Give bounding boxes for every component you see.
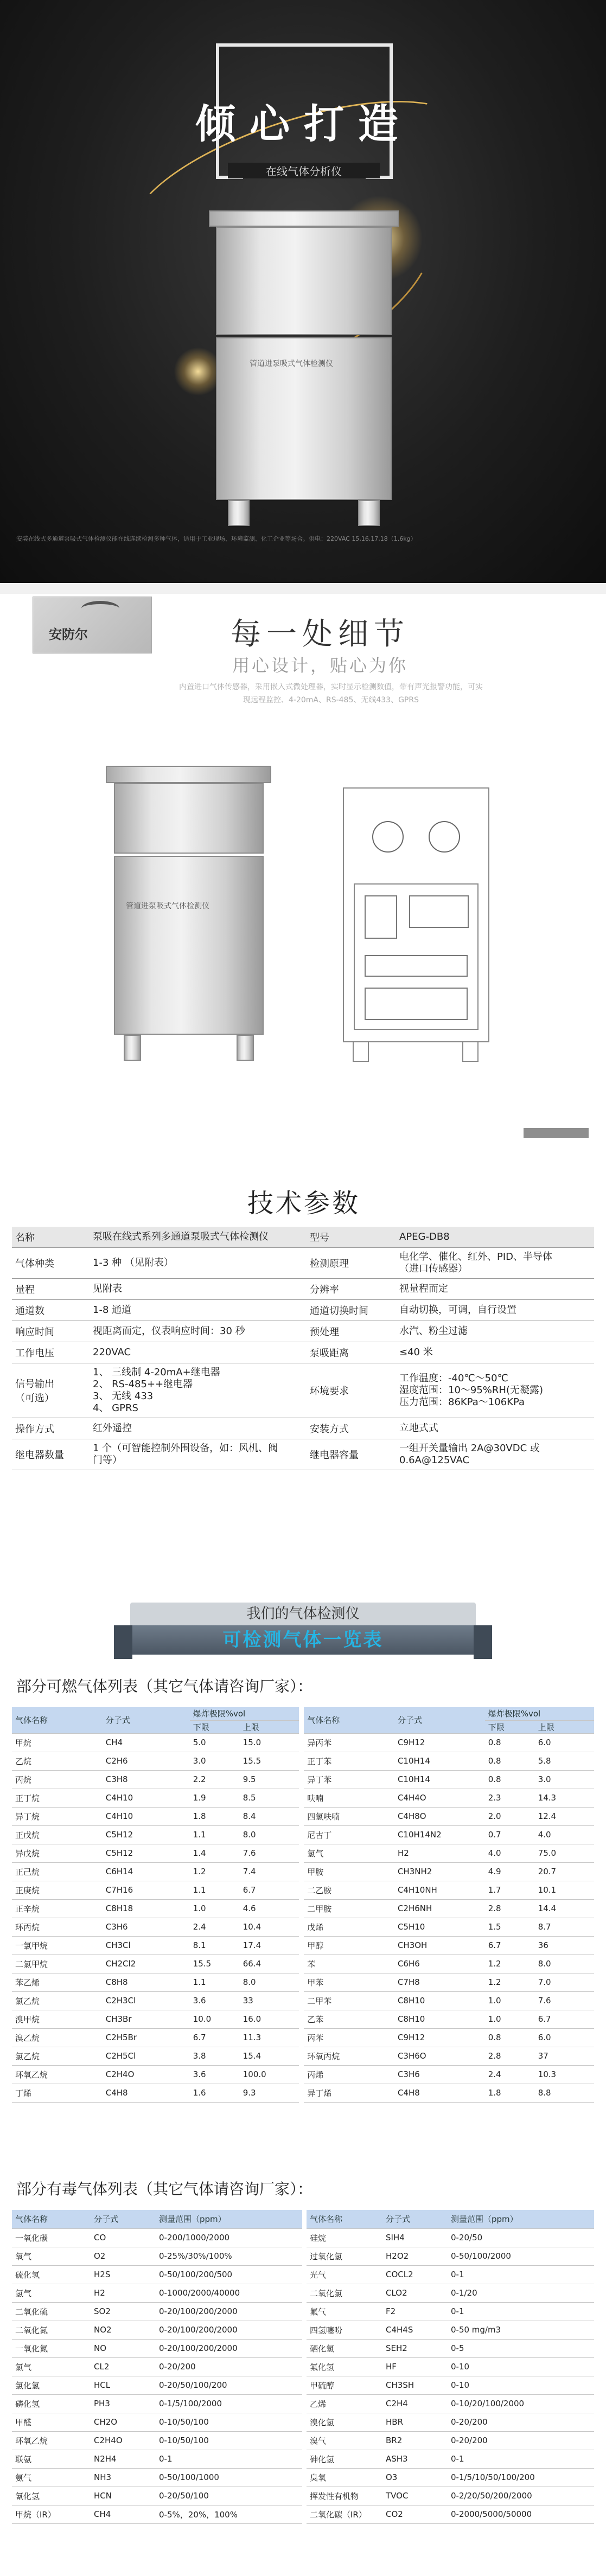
detail-title: 每一处细节 bbox=[231, 617, 410, 652]
param-value: APEG-DB8 bbox=[396, 1227, 594, 1248]
table-row: 溴乙烷 C2H5Br 6.7 11.3 丙苯 C9H12 0.8 6.0 bbox=[12, 2028, 594, 2047]
param-value: 自动切换，可调，自行设置 bbox=[396, 1300, 594, 1321]
param-label: 通道切换时间 bbox=[307, 1300, 396, 1321]
table-row: 硫化氢 H2S 0-50/100/200/500 光气 COCL2 0-1 bbox=[12, 2265, 594, 2284]
param-value: 视量程而定 bbox=[396, 1279, 594, 1300]
table-row: 苯乙烯 C8H8 1.1 8.0 甲苯 C7H8 1.2 7.0 bbox=[12, 1973, 594, 1991]
hero-banner bbox=[0, 0, 606, 583]
table-row: 环氧乙烷 C2H4O 0-10/50/100 溴气 BR2 0-20/200 bbox=[12, 2431, 594, 2450]
param-value: 红外遥控 bbox=[90, 1418, 307, 1439]
param-label: 继电器数量 bbox=[12, 1439, 90, 1470]
table-row: 氢气 H2 0-1000/2000/40000 二氧化氯 CLO2 0-1/20 bbox=[12, 2284, 594, 2302]
param-label: 环境要求 bbox=[307, 1363, 396, 1418]
table-row: 氯乙烷 C2H5Cl 3.8 15.4 环氧丙烷 C3H6O 2.8 37 bbox=[12, 2047, 594, 2065]
sensor-ring-icon bbox=[372, 821, 404, 853]
table-row: 异丁烷 C4H10 1.8 8.4 四氢呋喃 C4H8O 2.0 12.4 bbox=[12, 1807, 594, 1825]
divider-bar bbox=[524, 1128, 589, 1138]
table-row: 丁烯 C4H8 1.6 9.3 异丁烯 C4H8 1.8 8.8 bbox=[12, 2084, 594, 2102]
table-row: 甲醛 CH2O 0-10/50/100 溴化氢 HBR 0-20/200 bbox=[12, 2413, 594, 2431]
tech-row bbox=[12, 1439, 594, 1470]
cabinet-label: 管道进泵吸式气体检测仪 bbox=[250, 360, 333, 368]
param-value: 1 个（可智能控制外围设备，如：风机、阀 门等） bbox=[90, 1439, 307, 1470]
table-row: 一氯甲烷 CH3Cl 8.1 17.4 甲醇 CH3OH 6.7 36 bbox=[12, 1936, 594, 1955]
logo-arc-icon bbox=[81, 601, 119, 616]
table-row: 二氧化硫 SO2 0-20/100/200/2000 氟气 F2 0-1 bbox=[12, 2302, 594, 2321]
param-value: 1-8 通道 bbox=[90, 1300, 307, 1321]
table-row: 溴甲烷 CH3Br 10.0 16.0 乙苯 C8H10 1.0 6.7 bbox=[12, 2010, 594, 2028]
table-row: 一氧化碳 CO 0-200/1000/2000 硅烷 SIH4 0-20/50 bbox=[12, 2228, 594, 2247]
cabinet-lower-door bbox=[114, 856, 264, 1035]
param-label: 检测原理 bbox=[307, 1248, 396, 1279]
hero-caption: 安装在线式多通道泵吸式气体检测仪能在线连续检测多种气体，适用于工业现场、环境监测、化工企业等场合。供电：220VAC 15,16,17,18（1.6kg） bbox=[16, 535, 417, 542]
banner-caption: 我们的气体检测仪 bbox=[130, 1603, 476, 1625]
toxic-heading: 部分有毒气体列表（其它气体请咨询厂家）： bbox=[16, 2180, 313, 2198]
flammable-heading: 部分可燃气体列表（其它气体请咨询厂家）： bbox=[16, 1677, 313, 1695]
param-value: 泵吸在线式系列多通道泵吸式气体检测仪 bbox=[90, 1227, 307, 1248]
param-label: 型号 bbox=[307, 1227, 396, 1248]
flammable-gas-table: 气体名称 分子式 爆炸极限%vol 气体名称 分子式 爆炸极限%vol 下限 上限 下限 上限 甲烷 CH4 5.0 15.0 异丙苯 C9H12 0.8 6.0 乙烷 C2H6 3.0 15.5 正丁苯 C10H14 0.8 5.8 丙烷 C3H8 2.2 9.5 异丁苯 C10H14 0.8 3.0 正丁烷 C4H10 1.9 8.5 呋喃 C4H4O 2.3 14.3 异丁烷 C4H10 1.8 8.4 四氢呋喃 C4H8O 2.0 12.4 正戊烷 C5H12 1.1 8.0 尼古丁 C10H14N2 0.7 4.0 异戊烷 C5H12 1.4 7.6 氢气 H2 4.0 75.0 正己烷 C6H14 1.2 7.4 甲胺 CH3NH2 4.9 20.7 正庚烷 C7H16 1.1 6.7 二乙胺 C4H10NH 1.7 10.1 正辛烷 C8H18 1.0 4.6 二甲胺 C2H6NH 2.8 14.4 环丙烷 C3H6 2.4 10.4 戊烯 C5H10 1.5 8.7 一氯甲烷 CH3Cl 8.1 17.4 甲醇 CH3OH 6.7 36 二氯甲烷 CH2Cl2 15.5 66.4 苯 C6H6 1.2 8.0 苯乙烯 C8H8 1.1 8.0 甲苯 C7H8 1.2 7.0 氯乙烷 C2H3Cl 3.6 33 二甲苯 C8H10 1.0 7.6 溴甲烷 CH3Br 10.0 16.0 乙苯 C8H10 1.0 6.7 溴乙烷 C2H5Br 6.7 11.3 丙苯 C9H12 0.8 6.0 氯乙烷 C2H5Cl 3.8 15.4 环氧丙烷 C3H6O 2.8 37 环氧乙烷 C2H4O 3.6 100.0 丙烯 C3H6 2.4 10.3 丁烯 C4H8 1.6 9.3 异丁烯 C4H8 1.8 8.8 bbox=[12, 1707, 594, 2103]
table-row: 正丁烷 C4H10 1.9 8.5 呋喃 C4H4O 2.3 14.3 bbox=[12, 1789, 594, 1807]
param-value: 工作温度：-40℃～50℃ 湿度范围：10～95%RH(无凝露) 压力范围：86KPa～106KPa bbox=[396, 1363, 594, 1418]
param-value: 1、 三线制 4-20mA+继电器 2、 RS-485++继电器 3、 无线 433 4、 GPRS bbox=[90, 1363, 307, 1418]
table-row: 甲烷 CH4 5.0 15.0 异丙苯 C9H12 0.8 6.0 bbox=[12, 1733, 594, 1752]
cabinet-leg bbox=[228, 500, 250, 526]
table-row: 正庚烷 C7H16 1.1 6.7 二乙胺 C4H10NH 1.7 10.1 bbox=[12, 1881, 594, 1899]
detail-subtitle: 用心设计，贴心为你 bbox=[232, 655, 408, 676]
tech-row bbox=[12, 1227, 594, 1248]
param-label: 预处理 bbox=[307, 1321, 396, 1342]
param-label: 继电器容量 bbox=[307, 1439, 396, 1470]
detail-description: 内置进口气体传感器，采用嵌入式微处理器，实时显示检测数值，带有声光报警功能，可实现远程监控、4-20mA、RS-485、无线433、GPRS bbox=[179, 683, 483, 704]
technical-drawing bbox=[343, 787, 489, 1042]
tech-row bbox=[12, 1321, 594, 1342]
param-label: 信号输出 （可选） bbox=[12, 1363, 90, 1418]
drawing-leg bbox=[462, 1042, 479, 1062]
param-label: 安装方式 bbox=[307, 1418, 396, 1439]
banner-title: 可检测气体一览表 bbox=[130, 1625, 476, 1655]
param-value: 220VAC bbox=[90, 1342, 307, 1363]
param-value: ≤40 米 bbox=[396, 1342, 594, 1363]
table-row: 氨气 NH3 0-50/100/1000 臭氧 O3 0-1/5/10/50/100/200 bbox=[12, 2468, 594, 2487]
param-label: 工作电压 bbox=[12, 1342, 90, 1363]
table-row: 氯化氢 HCL 0-20/50/100/200 甲硫醇 CH3SH 0-10 bbox=[12, 2376, 594, 2394]
table-row: 乙烷 C2H6 3.0 15.5 正丁苯 C10H14 0.8 5.8 bbox=[12, 1752, 594, 1770]
table-row: 正辛烷 C8H18 1.0 4.6 二甲胺 C2H6NH 2.8 14.4 bbox=[12, 1899, 594, 1918]
param-value: 水汽、粉尘过滤 bbox=[396, 1321, 594, 1342]
cabinet-leg bbox=[358, 500, 380, 526]
table-row: 环氧乙烷 C2H4O 3.6 100.0 丙烯 C3H6 2.4 10.3 bbox=[12, 2065, 594, 2084]
tech-row bbox=[12, 1363, 594, 1418]
internal-panel bbox=[354, 883, 479, 1030]
param-label: 气体种类 bbox=[12, 1248, 90, 1279]
hero-subtitle: 在线气体分析仪 bbox=[228, 163, 380, 178]
param-value: 视距离而定，仪表响应时间：30 秒 bbox=[90, 1321, 307, 1342]
light-flare bbox=[174, 347, 222, 396]
table-row: 联氨 N2H4 0-1 砷化氢 ASH3 0-1 bbox=[12, 2450, 594, 2468]
param-value: 见附表 bbox=[90, 1279, 307, 1300]
tech-title: 技术参数 bbox=[247, 1188, 360, 1219]
table-row: 氯气 CL2 0-20/200 氟化氢 HF 0-10 bbox=[12, 2357, 594, 2376]
gas-list-banner bbox=[130, 1603, 476, 1655]
cabinet-leg bbox=[124, 1035, 141, 1061]
table-row: 氰化氢 HCN 0-20/50/100 挥发性有机物 TVOC 0-2/20/50/200/2000 bbox=[12, 2487, 594, 2505]
cabinet-roof bbox=[209, 210, 399, 227]
param-value: 一组开关量输出 2A@30VDC 或 0.6A@125VAC bbox=[396, 1439, 594, 1470]
table-row: 磷化氢 PH3 0-1/5/100/2000 乙烯 C2H4 0-10/20/100/2000 bbox=[12, 2394, 594, 2413]
cabinet-leg bbox=[237, 1035, 254, 1061]
cabinet-upper-door bbox=[114, 783, 264, 854]
tech-params-table bbox=[12, 1227, 594, 1470]
table-row: 一氧化氮 NO 0-20/100/200/2000 硒化氢 SEH2 0-5 bbox=[12, 2339, 594, 2357]
table-row: 丙烷 C3H8 2.2 9.5 异丁苯 C10H14 0.8 3.0 bbox=[12, 1770, 594, 1789]
hero-title: 倾心打造 bbox=[195, 101, 412, 148]
table-row: 正己烷 C6H14 1.2 7.4 甲胺 CH3NH2 4.9 20.7 bbox=[12, 1862, 594, 1881]
table-row: 环丙烷 C3H6 2.4 10.4 戊烯 C5H10 1.5 8.7 bbox=[12, 1918, 594, 1936]
table-row: 甲烷（IR） CH4 0-5%，20%，100% 二氧化碳（IR） CO2 0-2000/5000/50000 bbox=[12, 2505, 594, 2523]
toxic-gas-table: 气体名称 分子式 测量范围（ppm） 气体名称 分子式 测量范围（ppm） 一氧化碳 CO 0-200/1000/2000 硅烷 SIH4 0-20/50 氧气 O2 0-25%/30%/100% 过氧化氢 H2O2 0-50/100/2000 硫化氢 H2S 0-50/100/200/500 光气 COCL2 0-1 氢气 H2 0-1000/2000/40000 二氧化氯 CLO2 0-1/20 二氧化硫 SO2 0-20/100/200/2000 氟气 F2 0-1 二氧化氮 NO2 0-20/100/200/2000 四氢噻吩 C4H4S 0-50 mg/m3 一氧化氮 NO 0-20/100/200/2000 硒化氢 SEH2 0-5 氯气 CL2 0-20/200 氟化氢 HF 0-10 氯化氢 HCL 0-20/50/100/200 甲硫醇 CH3SH 0-10 磷化氢 PH3 0-1/5/100/2000 乙烯 C2H4 0-10/20/100/2000 甲醛 CH2O 0-10/50/100 溴化氢 HBR 0-20/200 环氧乙烷 C2H4O 0-10/50/100 溴气 BR2 0-20/200 联氨 N2H4 0-1 砷化氢 ASH3 0-1 氨气 NH3 0-50/100/1000 臭氧 O3 0-1/5/10/50/100/200 氰化氢 HCN 0-20/50/100 挥发性有机物 TVOC 0-2/20/50/200/2000 甲烷（IR） CH4 0-5%，20%，100% 二氧化碳（IR） CO2 0-2000/5000/50000 bbox=[12, 2210, 594, 2524]
tech-row bbox=[12, 1418, 594, 1439]
table-row: 异戊烷 C5H12 1.4 7.6 氢气 H2 4.0 75.0 bbox=[12, 1844, 594, 1862]
table-row: 氧气 O2 0-25%/30%/100% 过氧化氢 H2O2 0-50/100/2000 bbox=[12, 2247, 594, 2265]
table-row: 正戊烷 C5H12 1.1 8.0 尼古丁 C10H14N2 0.7 4.0 bbox=[12, 1825, 594, 1844]
param-label: 泵吸距离 bbox=[307, 1342, 396, 1363]
param-value: 1-3 种 （见附表） bbox=[90, 1248, 307, 1279]
param-label: 通道数 bbox=[12, 1300, 90, 1321]
param-label: 分辨率 bbox=[307, 1279, 396, 1300]
param-label: 操作方式 bbox=[12, 1418, 90, 1439]
tech-row bbox=[12, 1248, 594, 1279]
cabinet-roof bbox=[106, 766, 271, 783]
param-value: 电化学、催化、红外、PID、半导体 （进口传感器） bbox=[396, 1248, 594, 1279]
sensor-ring-icon bbox=[429, 821, 460, 853]
param-value: 立地式式 bbox=[396, 1418, 594, 1439]
table-row: 二氧化氮 NO2 0-20/100/200/2000 四氢噻吩 C4H4S 0-50 mg/m3 bbox=[12, 2321, 594, 2339]
tech-row bbox=[12, 1279, 594, 1300]
cabinet-label: 管道进泵吸式气体检测仪 bbox=[126, 902, 209, 911]
brand-name: 安防尔 bbox=[49, 626, 88, 642]
drawing-leg bbox=[353, 1042, 369, 1062]
tech-row bbox=[12, 1342, 594, 1363]
table-row: 二氯甲烷 CH2Cl2 15.5 66.4 苯 C6H6 1.2 8.0 bbox=[12, 1955, 594, 1973]
param-label: 响应时间 bbox=[12, 1321, 90, 1342]
table-row: 氯乙烷 C2H3Cl 3.6 33 二甲苯 C8H10 1.0 7.6 bbox=[12, 1991, 594, 2010]
param-label: 量程 bbox=[12, 1279, 90, 1300]
tech-row bbox=[12, 1300, 594, 1321]
param-label: 名称 bbox=[12, 1227, 90, 1248]
cabinet-upper-door bbox=[216, 227, 392, 335]
